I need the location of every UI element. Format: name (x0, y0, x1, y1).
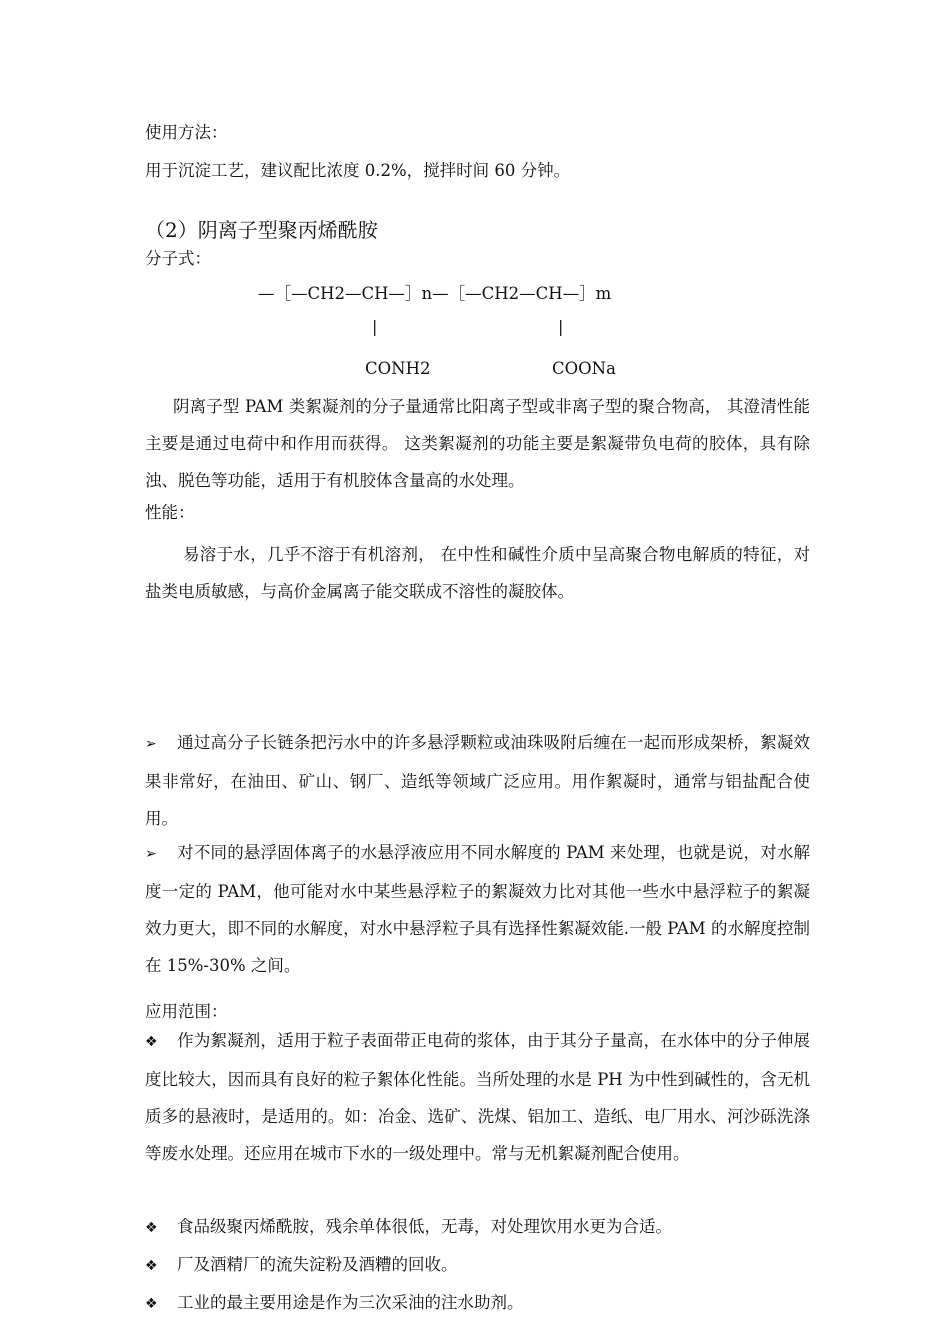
range-bullet-3 (145, 1246, 810, 1285)
range-bullet-1 (145, 1022, 810, 1172)
section-heading: （2）阴离子型聚丙烯酰胺 (145, 218, 378, 242)
feature-bullet-text: 通过高分子长链条把污水中的许多悬浮颗粒或油珠吸附后缠在一起而形成架桥，絮凝效果非常好，在油田、矿山、钢厂、造纸等领域广泛应用。用作絮凝时，通常与铝盐配合使用。 (145, 733, 810, 828)
diamond-bullet-icon: ❖ (145, 1296, 158, 1312)
feature-bullet-text: 对不同的悬浮固体离子的水悬浮液应用不同水解度的 PAM 来处理，也就是说，对水解度一定的 PAM，他可能对水中某些悬浮粒子的絮凝效力比对其他一些水中悬浮粒子的絮凝效力更大，即不同的水解度，对水中悬浮粒子具有选择性絮凝效能.一般 PAM 的水解度控制在 15%-30% 之间。 (145, 843, 810, 975)
properties-paragraph: 易溶于水，几乎不溶于有机溶剂， 在中性和碱性介质中呈高聚合物电解质的特征，对盐类电质敏感，与高价金属离子能交联成不溶性的凝胶体。 (145, 545, 810, 601)
intro-paragraph: 阴离子型 PAM 类絮凝剂的分子量通常比阳离子型或非离子型的聚合物高， 其澄清性能主要是通过电荷中和作用而获得。 这类絮凝剂的功能主要是絮凝带负电荷的胶体，具有除浊、脱色等功能，适用于有机胶体含量高的水处理。 (145, 397, 810, 490)
formula-bond-2: | (558, 317, 564, 336)
formula-substituent-1: CONH2 (365, 359, 431, 378)
range-bullet-text: 厂及酒精厂的流失淀粉及酒糟的回收。 (177, 1255, 458, 1274)
usage-text: 用于沉淀工艺，建议配比浓度 0.2%，搅拌时间 60 分钟。 (145, 161, 571, 180)
diamond-bullet-icon: ❖ (145, 1034, 158, 1050)
properties-label: 性能： (145, 503, 195, 522)
formula-bond-1: | (372, 317, 378, 336)
application-range-label: 应用范围： (145, 1001, 228, 1021)
feature-bullet-1 (145, 724, 810, 837)
range-bullet-2 (145, 1208, 810, 1247)
range-bullet-4 (145, 1284, 810, 1323)
formula-main: —［—CH2—CH—］n—［—CH2—CH—］m (258, 284, 612, 303)
range-bullet-text: 作为絮凝剂，适用于粒子表面带正电荷的浆体，由于其分子量高，在水体中的分子伸展度比较大，因而具有良好的粒子絮体化性能。当所处理的水是 PH 为中性到碱性的，含无机质多的悬液时，是适用的。如：冶金、选矿、洗煤、铝加工、造纸、电厂用水、河沙砾洗涤等废水处理。还应用在城市下水的一级处理中。常与无机絮凝剂配合使用。 (145, 1031, 810, 1163)
diamond-bullet-icon: ❖ (145, 1220, 158, 1236)
arrow-bullet-icon: ➢ (145, 846, 157, 862)
feature-bullet-2 (145, 834, 810, 984)
range-bullet-text: 工业的最主要用途是作为三次采油的注水助剂。 (177, 1293, 524, 1312)
formula-substituent-2: COONa (552, 359, 616, 378)
formula-label: 分子式： (145, 249, 211, 268)
arrow-bullet-icon: ➢ (145, 736, 157, 752)
diamond-bullet-icon: ❖ (145, 1258, 158, 1274)
range-bullet-text: 食品级聚丙烯酰胺，残余单体很低，无毒，对处理饮用水更为合适。 (177, 1217, 672, 1236)
usage-label: 使用方法： (145, 123, 228, 142)
